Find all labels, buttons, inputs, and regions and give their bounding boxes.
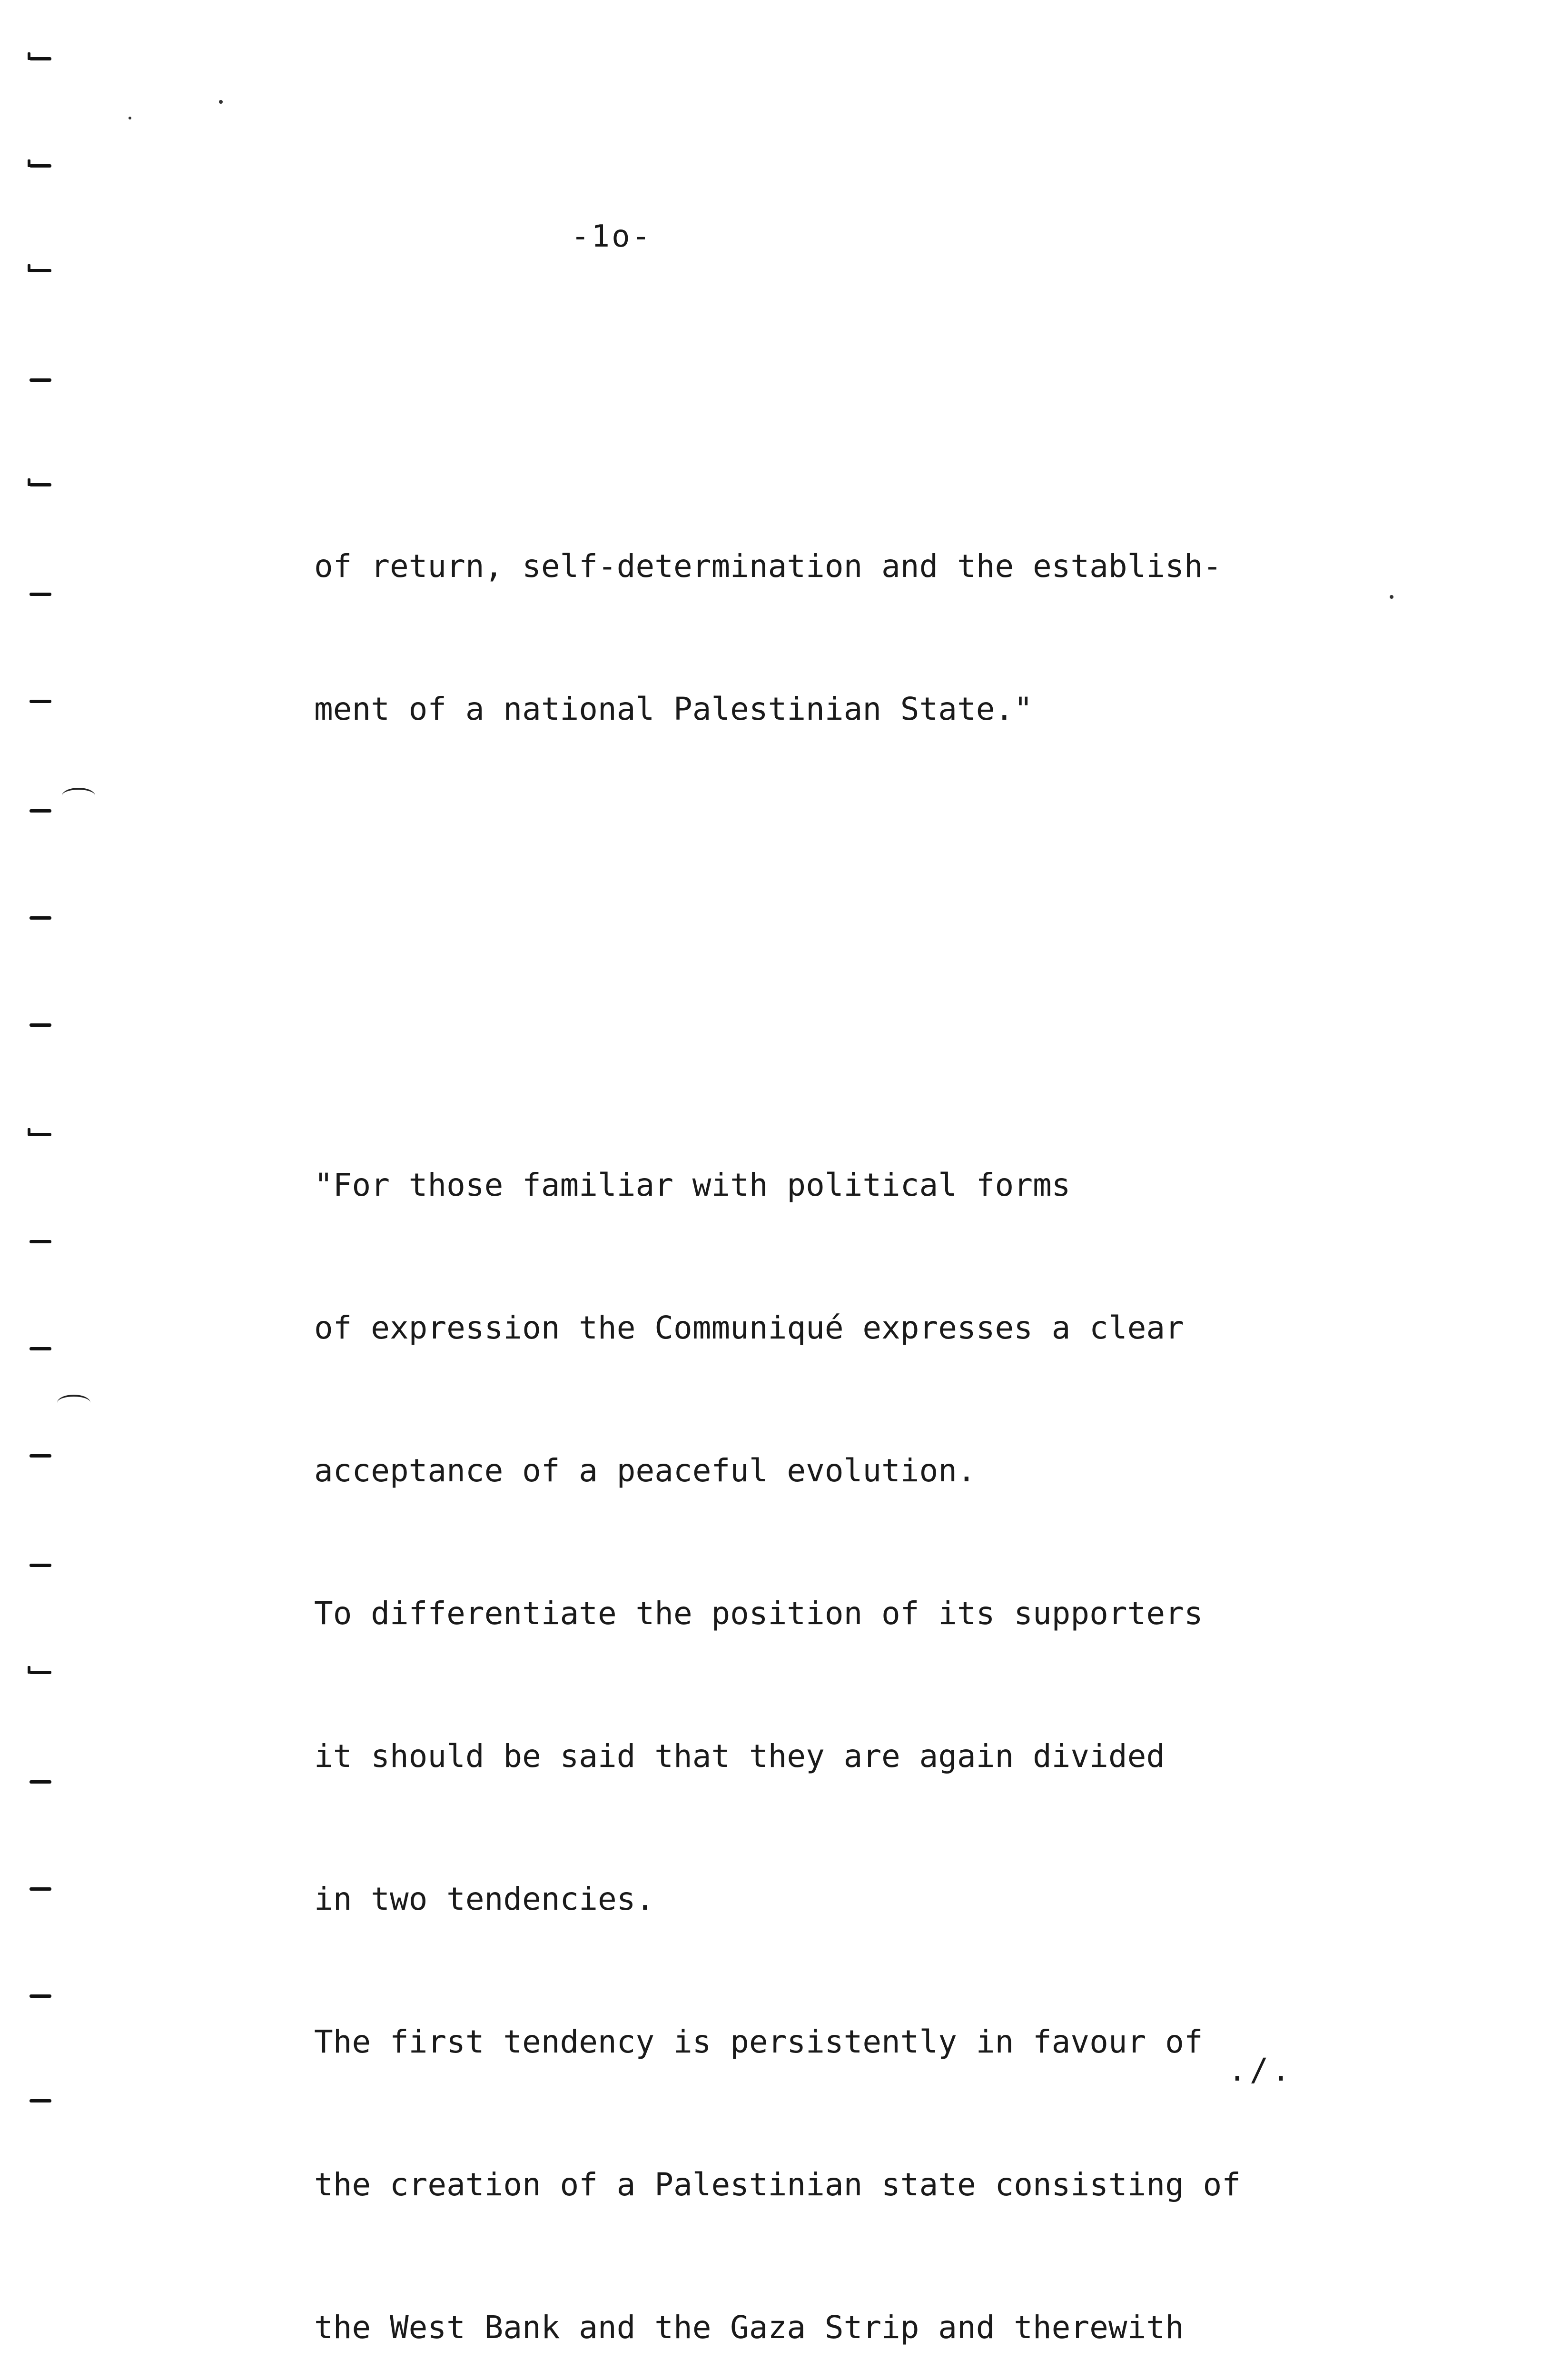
scan-mark: [30, 916, 51, 920]
scan-mark: [30, 1671, 51, 1674]
text-line: "For those familiar with political forms: [314, 1167, 1071, 1203]
scan-mark: [30, 483, 51, 486]
text-line: the West Bank and the Gaza Strip and therewith: [314, 2309, 1184, 2346]
speck: [219, 100, 223, 104]
scan-mark: [30, 593, 51, 596]
text-line: the creation of a Palestinian state consisting of: [314, 2166, 1241, 2203]
text-line: it should be said that they are again divided: [314, 1738, 1166, 1775]
speck: [128, 117, 131, 119]
scan-mark: [30, 809, 51, 813]
text-line: of expression the Communiqué expresses a clear: [314, 1309, 1184, 1346]
scan-mark: [30, 378, 51, 382]
scan-mark: [30, 57, 51, 60]
text-line: of return, self-determination and the establish-: [314, 548, 1222, 585]
text-line: To differentiate the position of its supporters: [314, 1595, 1203, 1632]
scan-mark: [62, 788, 95, 804]
text-line: in two tendencies.: [314, 1881, 655, 1917]
page-number: -1o-: [571, 219, 652, 254]
scan-mark: [30, 1133, 51, 1136]
speck: [1390, 595, 1393, 599]
scan-mark: [30, 164, 51, 168]
scan-mark: [57, 1395, 90, 1411]
scan-mark: [30, 1023, 51, 1027]
scan-mark: [30, 1347, 51, 1350]
scan-mark: [30, 1994, 51, 1998]
body-text: [314, 352, 1314, 2380]
text-line: ment of a national Palestinian State.": [314, 691, 1033, 727]
paragraph: [314, 447, 1314, 828]
scan-mark: [30, 700, 51, 703]
scan-mark: [30, 1240, 51, 1243]
paragraph: [314, 1066, 1314, 2380]
scan-mark: [30, 1564, 51, 1567]
scan-mark: [30, 269, 51, 272]
text-line: The first tendency is persistently in favour of: [314, 2023, 1203, 2060]
scan-mark: [30, 1454, 51, 1458]
continuation-marker: ./.: [1228, 2052, 1294, 2088]
scan-mark: [30, 1780, 51, 1784]
text-line: acceptance of a peaceful evolution.: [314, 1452, 976, 1489]
scan-mark: [30, 1887, 51, 1891]
scan-mark: [30, 2099, 51, 2102]
